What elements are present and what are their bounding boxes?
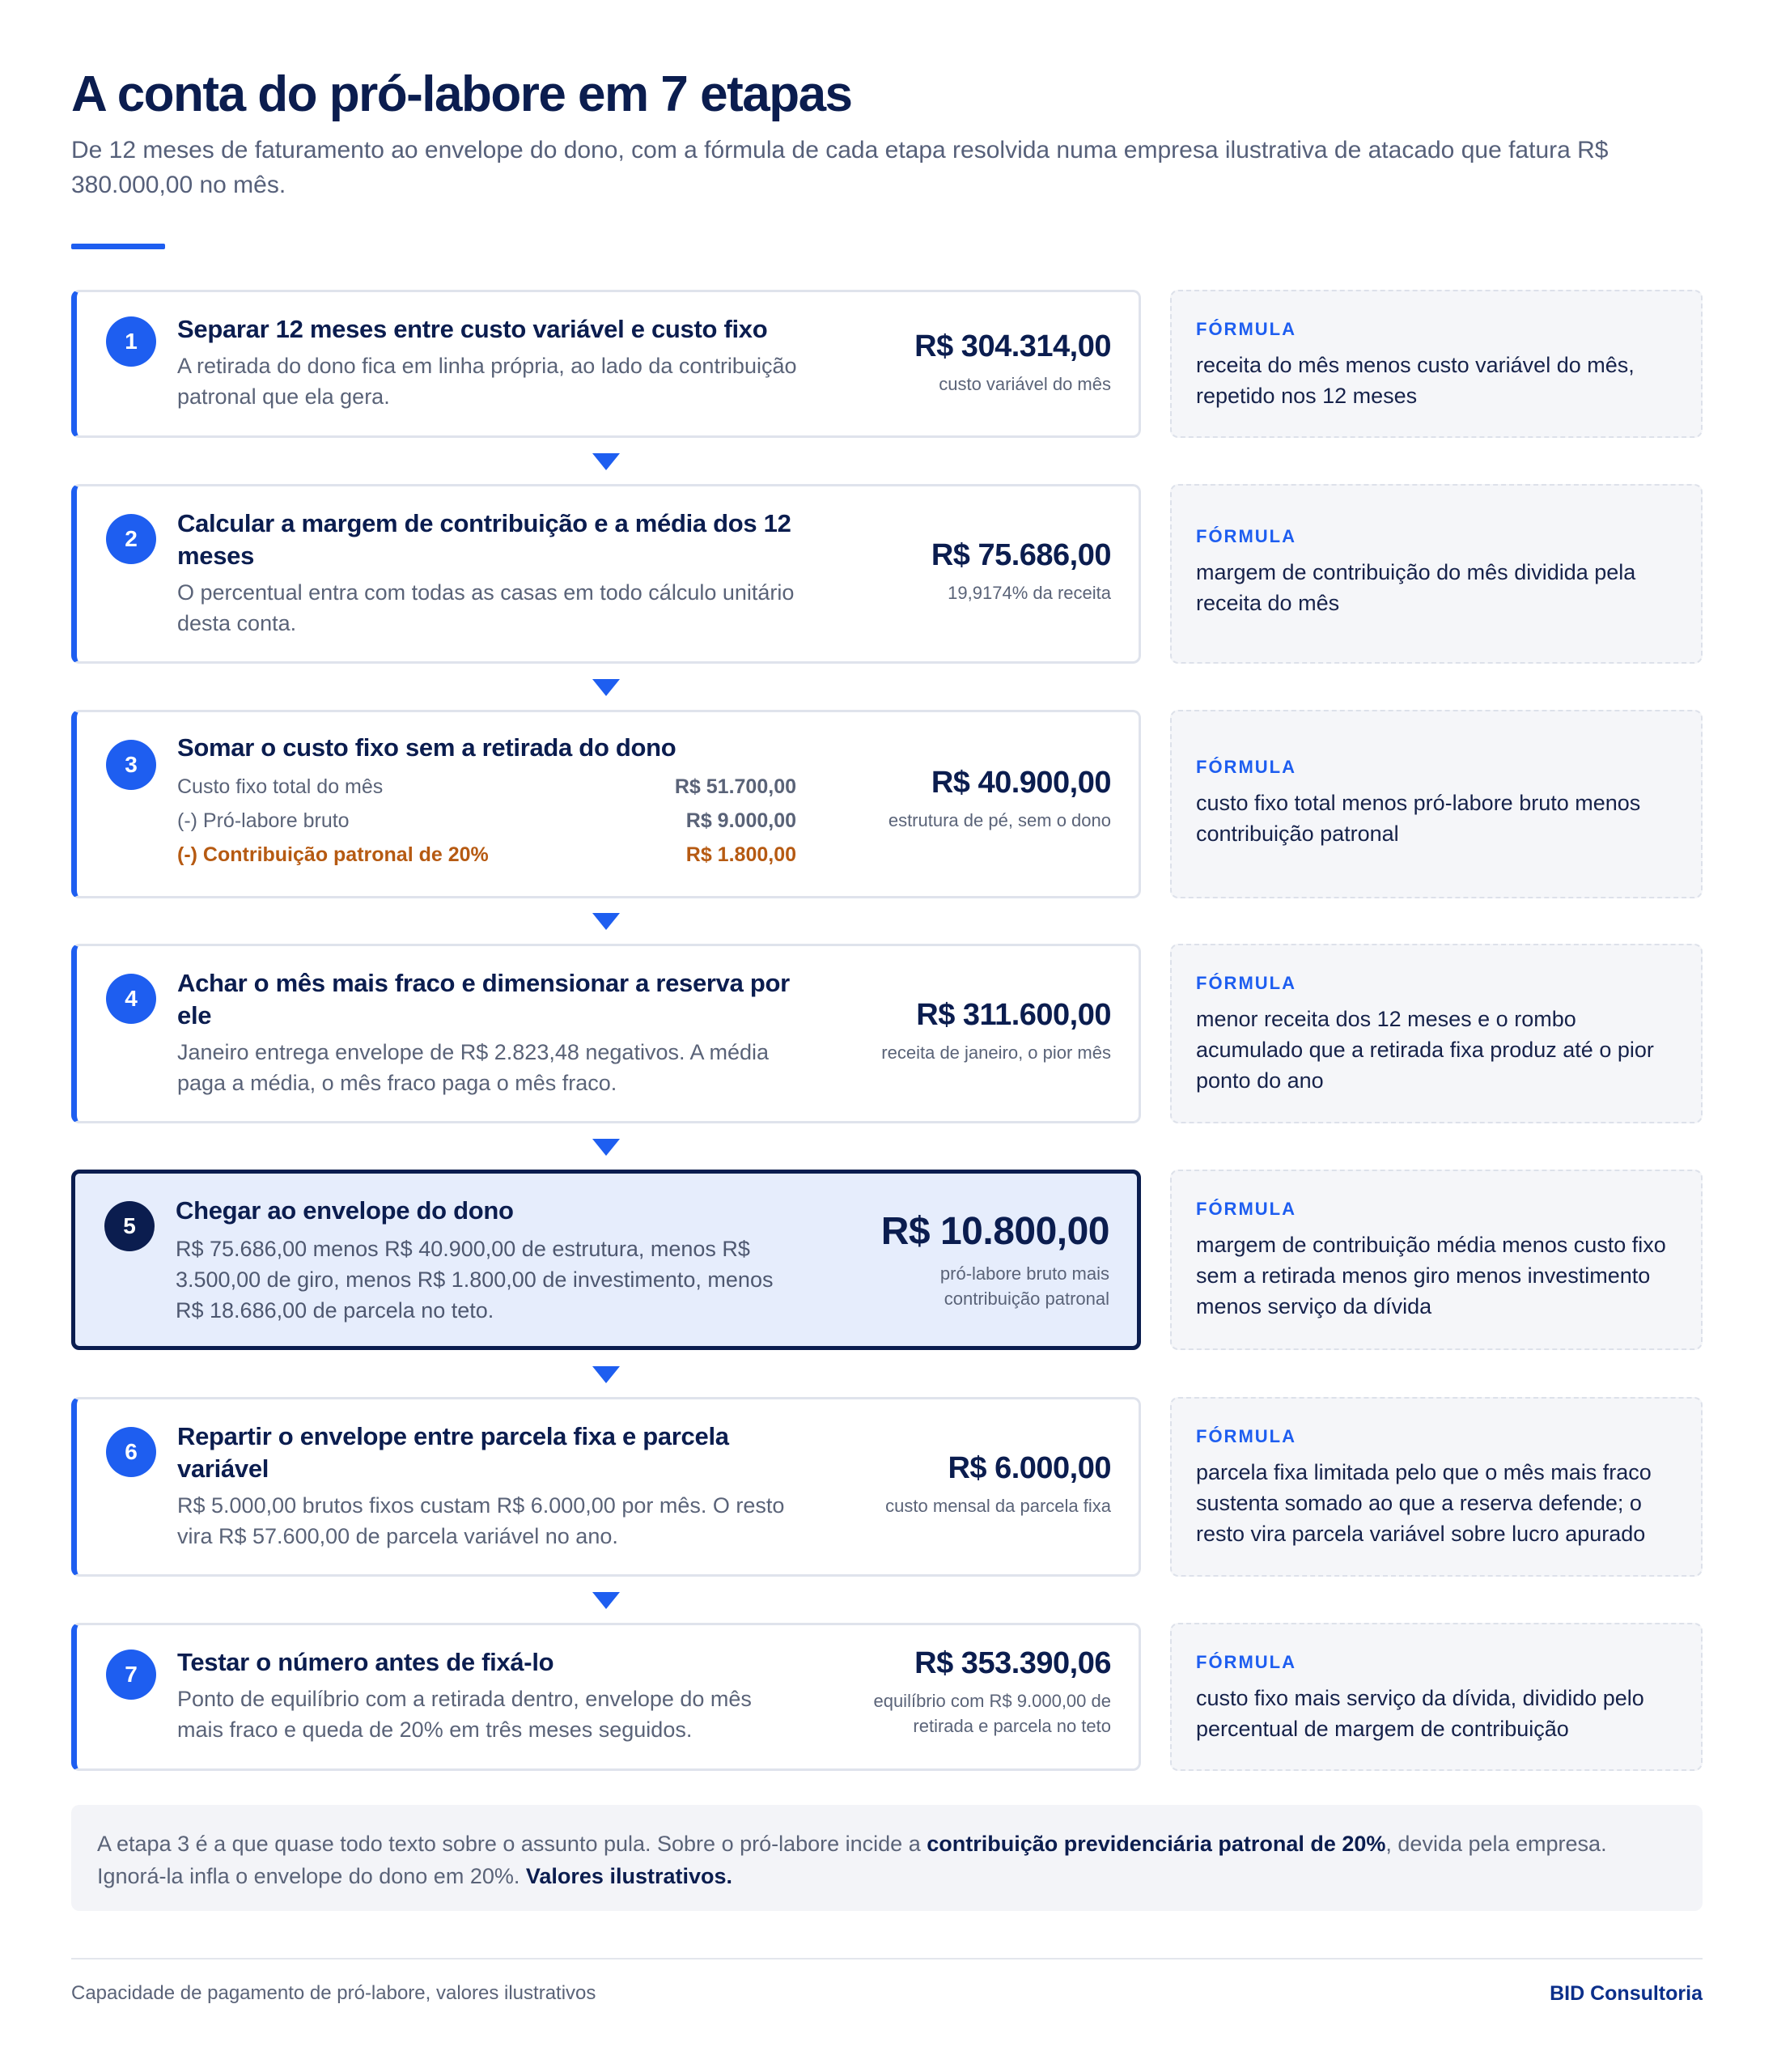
row-label: (-) Pró-labore bruto xyxy=(177,809,350,832)
step-amount: R$ 10.800,00 xyxy=(880,1210,1109,1253)
formula-text: custo fixo mais serviço da dívida, dividido pelo percentual de margem de contribuição xyxy=(1196,1686,1644,1741)
down-arrow-icon xyxy=(592,1592,620,1609)
step-number-badge: 5 xyxy=(104,1201,155,1251)
step-amount: R$ 6.000,00 xyxy=(948,1451,1111,1485)
footer-divider xyxy=(71,1958,1703,1959)
step-number-badge: 3 xyxy=(106,740,156,790)
step-number-badge: 6 xyxy=(106,1427,156,1477)
step-card-4 xyxy=(71,944,1141,1123)
formula-text: custo fixo total menos pró-labore bruto menos contribuição patronal xyxy=(1196,791,1641,846)
down-arrow-icon xyxy=(592,453,620,470)
step-title: Somar o custo fixo sem a retirada do dono xyxy=(177,733,676,762)
note-text: , devida pela empresa. Ignorá-la infla o envelope do dono em 20%. xyxy=(97,1832,1607,1888)
formula-label: FÓRMULA xyxy=(1196,757,1296,777)
row-label: (-) Contribuição patronal de 20% xyxy=(177,843,489,866)
step-amount-label: pró-labore bruto mais contribuição patronal xyxy=(939,1263,1109,1309)
step-number-badge: 2 xyxy=(106,514,156,564)
formula-card-4 xyxy=(1170,944,1703,1123)
step-description: O percentual entra com todas as casas em todo cálculo unitário desta conta. xyxy=(177,580,795,635)
formula-label: FÓRMULA xyxy=(1196,973,1296,993)
step-number-badge: 1 xyxy=(106,316,156,367)
formula-label: FÓRMULA xyxy=(1196,1426,1296,1446)
formula-text: margem de contribuição do mês dividida pela receita do mês xyxy=(1196,560,1636,615)
formula-text: margem de contribuição média menos custo fixo sem a retirada menos giro menos investimento menos serviço da dívida xyxy=(1196,1233,1666,1318)
row-value: R$ 9.000,00 xyxy=(685,809,796,832)
step-description: Ponto de equilíbrio com a retirada dentro, envelope do mês mais fraco e queda de 20% em três meses seguidos. xyxy=(177,1687,752,1742)
down-arrow-icon xyxy=(592,1366,620,1383)
step-title: Chegar ao envelope do dono xyxy=(176,1196,514,1225)
formula-label: FÓRMULA xyxy=(1196,1652,1296,1672)
step-description: A retirada do dono fica em linha própria, ao lado da contribuição patronal que ela gera. xyxy=(177,354,797,409)
page-subtitle: De 12 meses de faturamento ao envelope do dono, com a fórmula de cada etapa resolvida numa empresa ilustrativa de atacado que fatura R$ 380.000,00 no mês. xyxy=(71,137,1609,198)
formula-card-1 xyxy=(1170,290,1703,438)
page-title: A conta do pró-labore em 7 etapas xyxy=(71,66,852,122)
step-number-badge: 4 xyxy=(106,974,156,1024)
step-description: R$ 5.000,00 brutos fixos custam R$ 6.000,00 por mês. O resto vira R$ 57.600,00 de parcela variável no ano. xyxy=(177,1493,785,1548)
formula-card-3 xyxy=(1170,710,1703,898)
step-card-3 xyxy=(71,710,1141,898)
formula-card-2 xyxy=(1170,484,1703,664)
step-title: Separar 12 meses entre custo variável e custo fixo xyxy=(177,315,768,343)
step-amount-label: equilíbrio com R$ 9.000,00 de retirada e parcela no teto xyxy=(873,1691,1111,1736)
step-amount-label: 19,9174% da receita xyxy=(948,583,1111,603)
step-title: Repartir o envelope entre parcela fixa e parcela variável xyxy=(177,1422,729,1483)
down-arrow-icon xyxy=(592,913,620,930)
row-label: Custo fixo total do mês xyxy=(177,775,384,798)
formula-card-6 xyxy=(1170,1397,1703,1577)
note-text: A etapa 3 é a que quase todo texto sobre o assunto pula. Sobre o pró-labore incide a xyxy=(97,1832,927,1856)
step-card-7 xyxy=(71,1623,1141,1771)
formula-text: parcela fixa limitada pelo que o mês mais fraco sustenta somado ao que a reserva defende; o resto vira parcela variável sobre lucro apurado xyxy=(1196,1460,1652,1546)
step-description: Janeiro entrega envelope de R$ 2.823,48 negativos. A média paga a média, o mês fraco paga o mês fraco. xyxy=(177,1040,770,1095)
formula-text: menor receita dos 12 meses e o rombo acumulado que a retirada fixa produz até o pior ponto do ano xyxy=(1196,1007,1654,1093)
step-amount: R$ 311.600,00 xyxy=(916,998,1111,1032)
step-card-2 xyxy=(71,484,1141,664)
accent-divider xyxy=(71,244,165,249)
step-amount: R$ 353.390,06 xyxy=(914,1646,1111,1680)
footer-brand: BID Consultoria xyxy=(1550,1982,1703,2005)
step-number-badge: 7 xyxy=(106,1650,156,1700)
formula-text: receita do mês menos custo variável do mês, repetido nos 12 meses xyxy=(1196,353,1635,408)
step-title: Calcular a margem de contribuição e a média dos 12 meses xyxy=(177,509,791,570)
step-amount-label: custo variável do mês xyxy=(939,374,1111,394)
formula-label: FÓRMULA xyxy=(1196,1199,1296,1219)
note-emphasis: Valores ilustrativos. xyxy=(525,1864,732,1888)
step-description: R$ 75.686,00 menos R$ 40.900,00 de estrutura, menos R$ 3.500,00 de giro, menos R$ 1.800,00 de investimento, menos R$ 18.686,00 de parcela no teto. xyxy=(176,1237,774,1323)
row-value: R$ 51.700,00 xyxy=(674,775,796,798)
step-card-6 xyxy=(71,1397,1141,1577)
step-card-5-highlighted xyxy=(71,1170,1141,1350)
step-amount-label: custo mensal da parcela fixa xyxy=(885,1496,1111,1516)
formula-card-7 xyxy=(1170,1623,1703,1771)
down-arrow-icon xyxy=(592,679,620,696)
row-value: R$ 1.800,00 xyxy=(685,843,796,866)
formula-label: FÓRMULA xyxy=(1196,319,1296,339)
step-amount-label: receita de janeiro, o pior mês xyxy=(881,1042,1111,1063)
step-title: Testar o número antes de fixá-lo xyxy=(177,1648,554,1676)
note-emphasis: contribuição previdenciária patronal de 20% xyxy=(927,1832,1386,1856)
step-amount: R$ 75.686,00 xyxy=(931,538,1111,572)
footnote-box xyxy=(71,1805,1703,1911)
step-card-1 xyxy=(71,290,1141,438)
footer-caption: Capacidade de pagamento de pró-labore, valores ilustrativos xyxy=(71,1982,596,2004)
step-amount: R$ 40.900,00 xyxy=(931,766,1111,800)
formula-label: FÓRMULA xyxy=(1196,526,1296,546)
step-amount: R$ 304.314,00 xyxy=(914,329,1111,363)
down-arrow-icon xyxy=(592,1139,620,1156)
formula-card-5 xyxy=(1170,1170,1703,1350)
step-amount-label: estrutura de pé, sem o dono xyxy=(888,810,1111,830)
step-title: Achar o mês mais fraco e dimensionar a reserva por ele xyxy=(177,969,790,1030)
